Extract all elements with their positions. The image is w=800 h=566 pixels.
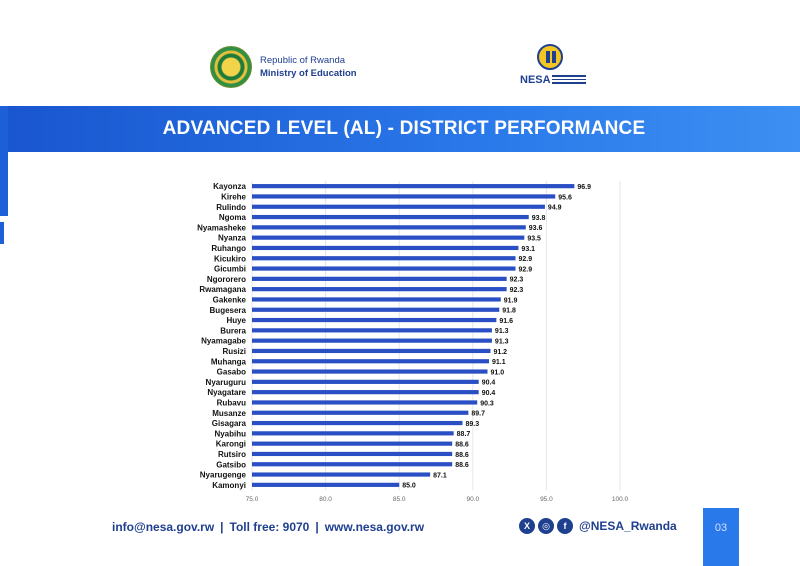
bar [252,349,490,353]
bar [252,318,496,322]
bar [252,225,526,229]
bar [252,359,489,363]
data-label: 91.0 [490,369,505,377]
data-label: 96.9 [577,183,591,191]
category-label: Kirehe [221,192,246,202]
data-label: 91.9 [503,297,518,305]
category-label: Nyamasheke [197,223,246,233]
category-label: Kayonza [213,182,246,192]
data-label: 89.7 [471,410,486,418]
page-title: ADVANCED LEVEL (AL) - DISTRICT PERFORMANCE [162,118,646,139]
category-label: Burera [220,326,246,336]
footer-email[interactable]: info@nesa.gov.rw [112,520,215,534]
bar [252,236,524,240]
data-label: 93.1 [521,245,536,253]
bar [252,308,499,312]
data-label: 92.3 [509,286,524,294]
data-label: 91.8 [502,307,516,315]
bar [252,411,468,415]
category-label: Ngoma [218,213,246,223]
category-label: Nyarugenge [199,470,246,480]
facebook-icon[interactable]: f [557,518,573,534]
bar [252,246,518,250]
bar [252,194,555,198]
data-label: 93.8 [531,214,546,222]
nesa-label: NESA [520,74,551,86]
data-label: 91.3 [494,328,509,336]
category-label: Musanze [212,408,246,418]
page-number: 03 [714,522,728,534]
footer-website[interactable]: www.nesa.gov.rw [324,520,425,534]
data-label: 95.6 [558,194,572,202]
data-label: 91.3 [494,338,509,346]
bar [252,462,452,466]
bar [252,431,454,435]
x-icon[interactable]: X [519,518,535,534]
category-label: Gakenke [212,295,246,305]
bar [252,369,488,373]
data-label: 94.9 [547,204,562,212]
x-tick-label: 90.0 [466,496,480,503]
data-label: 90.3 [480,400,494,408]
bar [252,184,574,188]
category-label: Rutsiro [218,449,246,459]
instagram-icon[interactable]: ◎ [538,518,554,534]
republic-label: Republic of Rwanda [260,55,346,66]
bar [252,421,462,425]
footer-separator: | [220,520,224,534]
bar [252,266,515,270]
data-label: 88.6 [455,441,469,449]
bar [252,277,507,281]
category-label: Rusizi [222,346,246,356]
bar [252,328,492,332]
x-tick-label: 95.0 [540,496,553,503]
data-label: 92.9 [518,256,533,264]
data-label: 93.5 [527,235,541,243]
data-label: 89.3 [465,420,480,428]
bar [252,472,430,476]
bar [252,442,452,446]
category-label: Gisagara [211,419,246,429]
bar [252,339,492,343]
x-tick-label: 85.0 [392,496,406,503]
data-label: 91.1 [491,359,506,367]
category-label: Gatsibo [216,460,246,470]
footer-contact [112,520,424,534]
social-handle[interactable]: @NESA_Rwanda [579,519,677,533]
data-label: 90.4 [481,379,496,387]
bar [252,215,529,219]
category-label: Ruhango [211,243,246,253]
category-label: Kamonyi [212,480,246,490]
category-label: Huye [226,316,246,326]
footer-separator: | [315,520,319,534]
bar [252,400,477,404]
category-label: Rubavu [216,398,246,408]
data-label: 88.6 [455,451,469,459]
bar [252,483,399,487]
data-label: 92.3 [509,276,524,284]
category-label: Nyagatare [207,388,246,398]
category-label: Karongi [215,439,246,449]
data-label: 92.9 [518,266,533,274]
x-tick-label: 75.0 [245,496,259,503]
data-label: 88.6 [455,462,469,470]
category-label: Ngororero [206,274,246,284]
x-tick-label: 100.0 [611,496,629,503]
category-label: Rwamagana [199,285,246,295]
category-label: Nyabihu [214,429,246,439]
category-label: Nyanza [217,233,246,243]
category-label: Bugesera [209,305,246,315]
ministry-label: Ministry of Education [260,68,357,79]
footer-tollfree: Toll free: 9070 [229,520,310,534]
bar [252,380,479,384]
page-number-box [703,508,739,566]
x-tick-label: 80.0 [319,496,332,503]
category-label: Gasabo [216,367,246,377]
category-label: Kicukiro [213,254,246,264]
bar [252,256,515,260]
bar [252,287,507,291]
social-links [519,518,677,534]
data-label: 91.6 [499,317,513,325]
category-label: Gicumbi [213,264,246,274]
data-label: 93.6 [528,225,543,233]
data-label: 85.0 [402,482,416,490]
data-label: 90.4 [481,389,496,397]
bar [252,452,452,456]
bar [252,205,545,209]
bar [252,297,501,301]
category-label: Nyamagabe [201,336,246,346]
category-label: Rulindo [216,202,246,212]
category-label: Nyaruguru [205,377,246,387]
data-label: 91.2 [493,348,508,356]
data-label: 87.1 [433,472,447,480]
data-label: 88.7 [456,431,471,439]
category-label: Muhanga [210,357,246,367]
bar [252,390,479,394]
